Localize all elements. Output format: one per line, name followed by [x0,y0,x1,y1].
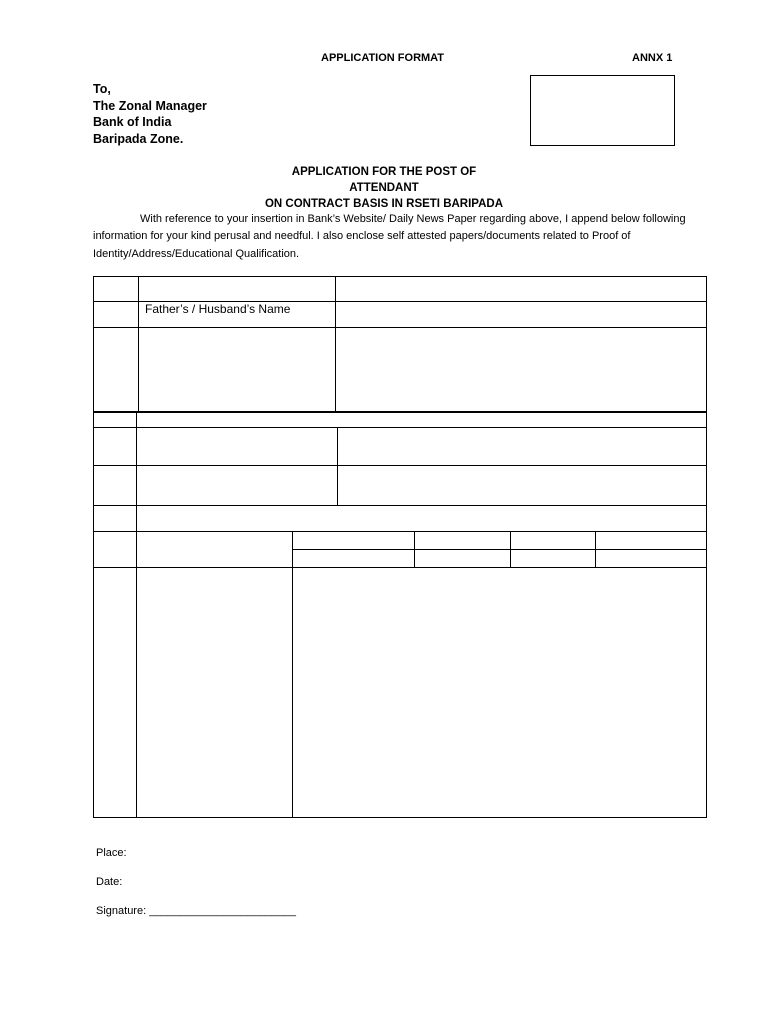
row-line-3 [93,427,707,428]
addressee-designation: The Zonal Manager [93,98,207,113]
intro-paragraph [93,211,707,263]
title-line-3: ON CONTRACT BASIS IN RSETI BARIPADA [264,198,504,210]
table-border-left [93,276,94,818]
intro-text: With reference to your insertion in Bank’s Website/ Daily News Paper regarding above, I append below following information for your kind perusal and needful. I also enclose self attested papers/documents related to Proof of Identity/Address/Educational Qualification. [93,213,686,260]
annex-label: ANNX 1 [632,52,673,64]
addressee-bank: Bank of India [93,115,172,129]
title-line-2: ATTENDANT [349,182,419,194]
upper-divider-2 [335,276,336,413]
signature-row [96,905,296,917]
date-label: Date: [96,876,123,888]
table-border-right [706,276,707,818]
edu-col-1 [414,531,415,567]
table-border-top [93,276,707,277]
row-line-5 [93,505,707,506]
edu-col-2 [510,531,511,567]
father-husband-name-label: Father’s / Husband’s Name [145,302,291,316]
lower-divider-2 [337,427,338,505]
row-line-2 [93,327,707,328]
format-title: APPLICATION FORMAT [321,52,445,64]
place-label: Place: [96,847,127,859]
addressee-block [93,81,207,147]
row-line-thick [93,411,707,413]
edu-divider-main [292,531,293,818]
signature-line[interactable]: ________________________ [149,905,297,917]
application-title [0,164,768,212]
table-border-bottom [93,817,707,818]
row-line-7 [93,567,707,568]
photo-box [530,75,675,146]
father-husband-name-field[interactable] [336,302,706,327]
addressee-to: To, [93,82,111,96]
edu-subrow-line [292,549,707,550]
upper-divider-1 [138,276,139,413]
row-line-4 [93,465,707,466]
row-line-6 [93,531,707,532]
title-line-1: APPLICATION FOR THE POST OF [291,166,477,178]
edu-col-3 [595,531,596,567]
lower-divider-1 [136,413,137,818]
signature-label: Signature: [96,905,147,917]
addressee-zone: Baripada Zone. [93,131,184,146]
